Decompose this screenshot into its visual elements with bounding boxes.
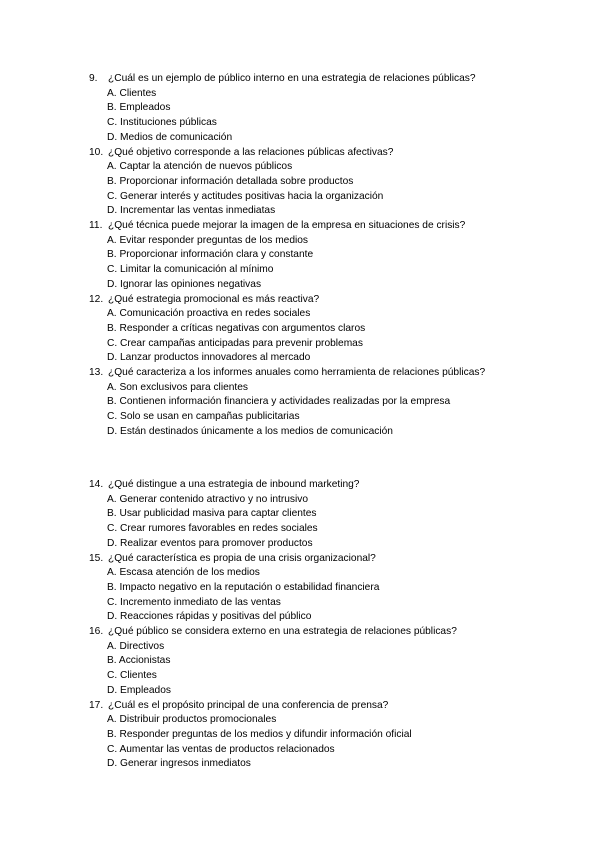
question-label: ¿Qué técnica puede mejorar la imagen de la empresa en situaciones de crisis? bbox=[108, 220, 466, 232]
question-block-bottom bbox=[89, 478, 589, 772]
answer-option: C. Aumentar las ventas de productos relacionados bbox=[107, 743, 335, 755]
answer-option: B. Usar publicidad masiva para captar clientes bbox=[107, 508, 317, 520]
answer-option: C. Limitar la comunicación al mínimo bbox=[107, 264, 274, 276]
answer-option: C. Solo se usan en campañas publicitarias bbox=[107, 411, 300, 423]
answer-option: C. Crear rumores favorables en redes sociales bbox=[107, 523, 318, 535]
question-text bbox=[89, 146, 589, 161]
answer-option: B. Accionistas bbox=[107, 655, 171, 667]
answer-option: A. Son exclusivos para clientes bbox=[107, 381, 248, 393]
answer-option: A. Clientes bbox=[107, 87, 157, 99]
question-text bbox=[89, 366, 589, 381]
question-label: ¿Qué caracteriza a los informes anuales como herramienta de relaciones públicas? bbox=[108, 367, 486, 379]
question-number: 11. bbox=[89, 220, 103, 232]
answer-option: A. Escasa atención de los medios bbox=[107, 567, 260, 579]
answer-option: B. Responder preguntas de los medios y difundir información oficial bbox=[107, 728, 412, 740]
answer-option: B. Proporcionar información clara y constante bbox=[107, 249, 314, 261]
question-number: 13. bbox=[89, 367, 104, 379]
question-number: 9. bbox=[89, 73, 98, 84]
question-label: ¿Qué característica es propia de una crisis organizacional? bbox=[108, 552, 376, 564]
question-14 bbox=[89, 478, 589, 552]
answer-option: B. Proporcionar información detallada sobre productos bbox=[107, 175, 354, 187]
answer-option: C. Clientes bbox=[107, 670, 157, 682]
question-16 bbox=[89, 625, 589, 699]
question-10 bbox=[89, 146, 589, 220]
answer-option: B. Responder a críticas negativas con argumentos claros bbox=[107, 322, 366, 334]
question-text bbox=[89, 219, 589, 234]
answer-option: D. Lanzar productos innovadores al mercado bbox=[107, 352, 311, 364]
answer-option: B. Empleados bbox=[107, 102, 171, 114]
question-number: 12. bbox=[89, 293, 104, 305]
answer-option: D. Generar ingresos inmediatos bbox=[107, 758, 251, 770]
question-label: ¿Qué público se considera externo en una estrategia de relaciones públicas? bbox=[108, 626, 457, 638]
question-label: ¿Qué objetivo corresponde a las relaciones públicas afectivas? bbox=[108, 146, 394, 158]
answer-option: A. Distribuir productos promocionales bbox=[107, 714, 277, 726]
answer-option: A. Generar contenido atractivo y no intrusivo bbox=[107, 493, 309, 505]
answer-option: D. Empleados bbox=[107, 684, 171, 696]
answer-option: D. Incrementar las ventas inmediatas bbox=[107, 205, 276, 217]
question-number: 17. bbox=[89, 699, 104, 711]
question-number: 10. bbox=[89, 146, 104, 158]
question-text bbox=[89, 72, 589, 87]
answer-option: D. Reacciones rápidas y positivas del público bbox=[107, 611, 312, 623]
question-number: 16. bbox=[89, 626, 104, 638]
question-label: ¿Qué estrategia promocional es más reactiva? bbox=[108, 293, 320, 305]
answer-option: D. Medios de comunicación bbox=[107, 131, 233, 143]
answer-option: A. Directivos bbox=[107, 640, 165, 652]
answer-option: D. Realizar eventos para promover productos bbox=[107, 537, 313, 549]
question-label: ¿Qué distingue a una estrategia de inbound marketing? bbox=[108, 479, 360, 490]
answer-option: B. Impacto negativo en la reputación o estabilidad financiera bbox=[107, 581, 380, 593]
answer-option: C. Crear campañas anticipadas para prevenir problemas bbox=[107, 337, 363, 349]
question-9 bbox=[89, 72, 589, 146]
answer-option: B. Contienen información financiera y actividades realizadas por la empresa bbox=[107, 396, 451, 408]
question-11 bbox=[89, 219, 589, 293]
answer-option: A. Evitar responder preguntas de los medios bbox=[107, 234, 309, 246]
question-12 bbox=[89, 293, 589, 367]
question-text bbox=[89, 293, 589, 308]
answer-option: A. Captar la atención de nuevos públicos bbox=[107, 161, 293, 173]
question-label: ¿Cuál es un ejemplo de público interno en una estrategia de relaciones públicas? bbox=[108, 73, 476, 84]
answer-option: D. Están destinados únicamente a los medios de comunicación bbox=[107, 425, 393, 437]
question-label: ¿Cuál es el propósito principal de una conferencia de prensa? bbox=[108, 699, 389, 711]
question-17 bbox=[89, 699, 589, 773]
question-text bbox=[89, 699, 589, 714]
question-number: 14. bbox=[89, 479, 104, 490]
question-13 bbox=[89, 366, 589, 440]
answer-option: C. Instituciones públicas bbox=[107, 117, 217, 129]
question-block-top bbox=[89, 72, 589, 440]
answer-option: C. Generar interés y actitudes positivas hacia la organización bbox=[107, 190, 384, 202]
question-text bbox=[89, 478, 589, 493]
question-15 bbox=[89, 552, 589, 626]
answer-option: D. Ignorar las opiniones negativas bbox=[107, 278, 262, 290]
question-text bbox=[89, 625, 589, 640]
question-text bbox=[89, 552, 589, 567]
answer-option: C. Incremento inmediato de las ventas bbox=[107, 596, 281, 608]
question-number: 15. bbox=[89, 552, 104, 564]
answer-option: A. Comunicación proactiva en redes sociales bbox=[107, 308, 311, 320]
